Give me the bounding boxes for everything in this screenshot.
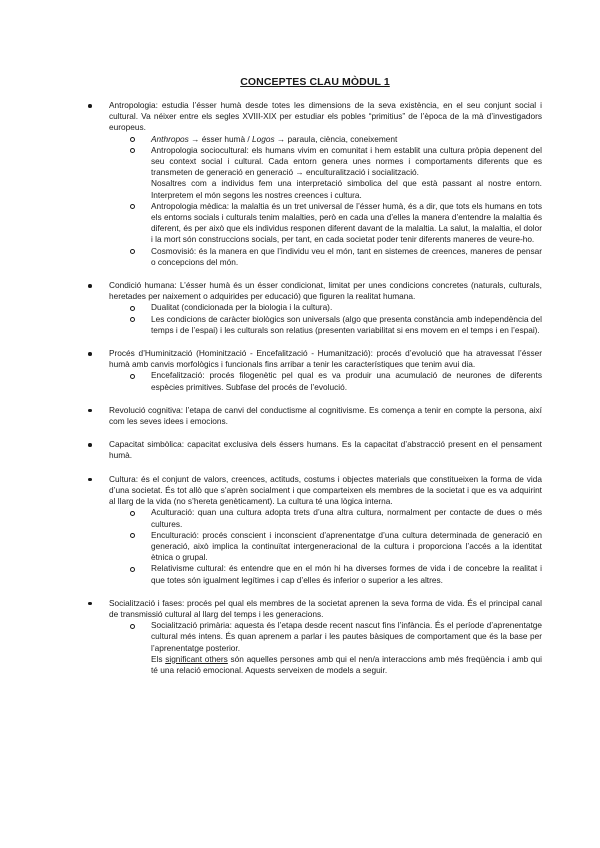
concept-text: Revolució cognitiva: l’etapa de canvi del conductisme al cognitivisme. Es comença a tenir en compte la persona, així com les seves idees i emocions. xyxy=(109,404,542,427)
sub-enculturacio xyxy=(130,530,542,564)
sub-text: Enculturació: procés conscient i inconscient d’aprenentatge d’una cultura determinada de generació en generació, això implica la continuïtat intergeneracional de la cultura i proporciona l’accés a la identitat ètnica o grupal. xyxy=(151,529,542,563)
term-logos: Logos xyxy=(252,133,275,144)
sub-text: Les condicions de caràcter biològics son universals (algo que presenta constància amb independència del temps i de l’espai) i les culturals son relatius (presenten variabilitat si ens movem en el temps i en l’espai). xyxy=(151,313,542,335)
sub-text-continued xyxy=(151,654,542,676)
bullet-icon xyxy=(88,352,92,356)
concept-text: Socialització i fases: procés pel qual els membres de la societat aprenen la seva forma de vida. És el principal canal de transmissió cultural al llarg del temps i les generacions. xyxy=(109,597,542,619)
circle-bullet-icon xyxy=(130,567,135,572)
concept-text: Antropologia: estudia l’ésser humà desde totes les dimensions de la seva existència, en el seu conjunt social i cultural. Va néixer entre els segles XVIII-XIX per estudiar els pobles “primitius” de l’època de la mà d’investigadors europeus. xyxy=(109,100,542,133)
sub-list xyxy=(109,507,542,585)
bullet-icon xyxy=(88,409,92,413)
concept-proces-huminitzacio xyxy=(88,348,542,393)
sub-text: Antropologia sociocultural: els humans vivim en comunitat i hem establit una cultura pròpia depenent del seu context social i cultural. Cada entorn genera unes normes i comportaments diferents que es transmeten de generació en generació → enculturalització i socialització. xyxy=(151,144,542,178)
bullet-icon xyxy=(88,104,92,108)
concept-list xyxy=(88,100,542,676)
concept-text: Condició humana: L’ésser humà és un ésser condicionat, limitat per unes condicions concretes (naturals, culturals, heretades per naixement o adquirides per educació) que figuren la realitat humana. xyxy=(109,280,542,302)
sub-encefalitzacio xyxy=(130,370,542,392)
bullet-icon xyxy=(88,478,92,482)
sub-text-continued: Nosaltres com a individus fem una interpretació simbolica del que està passant al nostre entorn. Interpretem el món segons les nostres creences i cultura. xyxy=(151,178,542,200)
sub-text: Relativisme cultural: és entendre que en el món hi ha diverses formes de vida i de concebre la realitat i que totes són igualment legítimes i cap d’elles és inferior o superior a les altres. xyxy=(151,563,542,585)
sub-text: Encefalització: procés filogenètic pel qual es va produir una acumulació de neurones de diferents espècies primitives. Subfase del procés de l’evolució. xyxy=(151,370,542,392)
concept-capacitat-simbolica xyxy=(88,439,542,461)
circle-bullet-icon xyxy=(130,148,135,153)
sub-aculturacio xyxy=(130,507,542,529)
sub-list xyxy=(109,134,542,268)
circle-bullet-icon xyxy=(130,374,135,379)
circle-bullet-icon xyxy=(130,533,135,538)
sub-antropologia-sociocultural xyxy=(130,145,542,201)
sub-list xyxy=(109,370,542,392)
circle-bullet-icon xyxy=(130,624,135,629)
circle-bullet-icon xyxy=(130,317,135,322)
concept-antropologia xyxy=(88,100,542,268)
concept-cultura xyxy=(88,474,542,586)
concept-socialitzacio xyxy=(88,598,542,676)
circle-bullet-icon xyxy=(130,249,135,254)
term-anthropos: Anthropos xyxy=(151,133,189,144)
bullet-icon xyxy=(88,602,92,606)
sub-text: Dualitat (condicionada per la biologia i la cultura). xyxy=(151,302,333,313)
sub-relativisme-cultural xyxy=(130,563,542,585)
sub-list xyxy=(109,620,542,676)
concept-condicio-humana xyxy=(88,280,542,336)
sub-etymology xyxy=(130,134,542,145)
sub-text: Antropologia mèdica: la malaltia és un tret universal de l’ésser humà, és a dir, que tots els humans en tots els entorns socials i culturals tenim malalties, però en cada una d’elles la manera d’entendre la malaltia és diferent, és per això que els individus responen diferent davant de la malaltia. La salut, la malaltia, el dolor i la mort són construccions socials, per tant, en cada societat poder tenir diferents maneres de veure-ho. xyxy=(151,200,542,245)
circle-bullet-icon xyxy=(130,511,135,516)
sub-condicions xyxy=(130,314,542,336)
circle-bullet-icon xyxy=(130,204,135,209)
text-post: són aquelles persones amb qui el nen/a interaccions amb més freqüència i amb qui té una relació emocional. Aquests serveixen de models a seguir. xyxy=(151,653,542,675)
concept-text: Procés d’Huminització (Hominització - Encefalització - Humanització): procés d’evolució que ha atravessat l’ésser humà amb canvis morfològics i funcionals fins arribar a tenir les característiques que tenim avui dia. xyxy=(109,348,542,370)
circle-bullet-icon xyxy=(130,306,135,311)
text-pre: Els xyxy=(151,653,166,664)
sub-list xyxy=(109,302,542,336)
concept-text: Cultura: és el conjunt de valors, creences, actituds, costums i objectes materials que constitueixen la forma de vida d’una societat. És tot allò que s’aprèn socialment i que comparteixen els membres de la societat i que es va adquirint al llarg de la vida (no s’hereta genèticament). La cultura té una lògica interna. xyxy=(109,473,542,507)
concept-text: Capacitat simbòlica: capacitat exclusiva dels éssers humans. Es la capacitat d’abstracció present en el pensament humà. xyxy=(109,439,542,461)
meaning-logos: → paraula, ciència, coneixement xyxy=(274,133,398,144)
sub-text: Cosmovisió: és la manera en que l’individu veu el món, tant en sistemes de creences, maneres de pensar o concepcions del món. xyxy=(151,245,542,267)
sub-dualitat xyxy=(130,302,542,313)
concept-revolucio-cognitiva xyxy=(88,405,542,427)
sub-socialitzacio-primaria xyxy=(130,620,542,676)
sub-text: Aculturació: quan una cultura adopta trets d’una altra cultura, normalment per contacte de dues o més cultures. xyxy=(151,507,542,529)
bullet-icon xyxy=(88,284,92,288)
sub-antropologia-medica xyxy=(130,201,542,246)
sub-text: Socialització primària: aquesta és l’etapa desde recent nascut fins l’infància. És el període d’aprenentatge cultural més intens. És quan aprenem a parlar i les pautes bàsiques de comportament que és la base per l’aprenentatge posterior. xyxy=(151,620,542,653)
sub-cosmovisio xyxy=(130,246,542,268)
meaning-anthropos: → ésser humà / xyxy=(188,133,252,144)
circle-bullet-icon xyxy=(130,137,135,142)
bullet-icon xyxy=(88,443,92,447)
term-significant-others: significant others xyxy=(165,653,228,664)
document-title: CONCEPTES CLAU MÒDUL 1 xyxy=(240,76,390,88)
